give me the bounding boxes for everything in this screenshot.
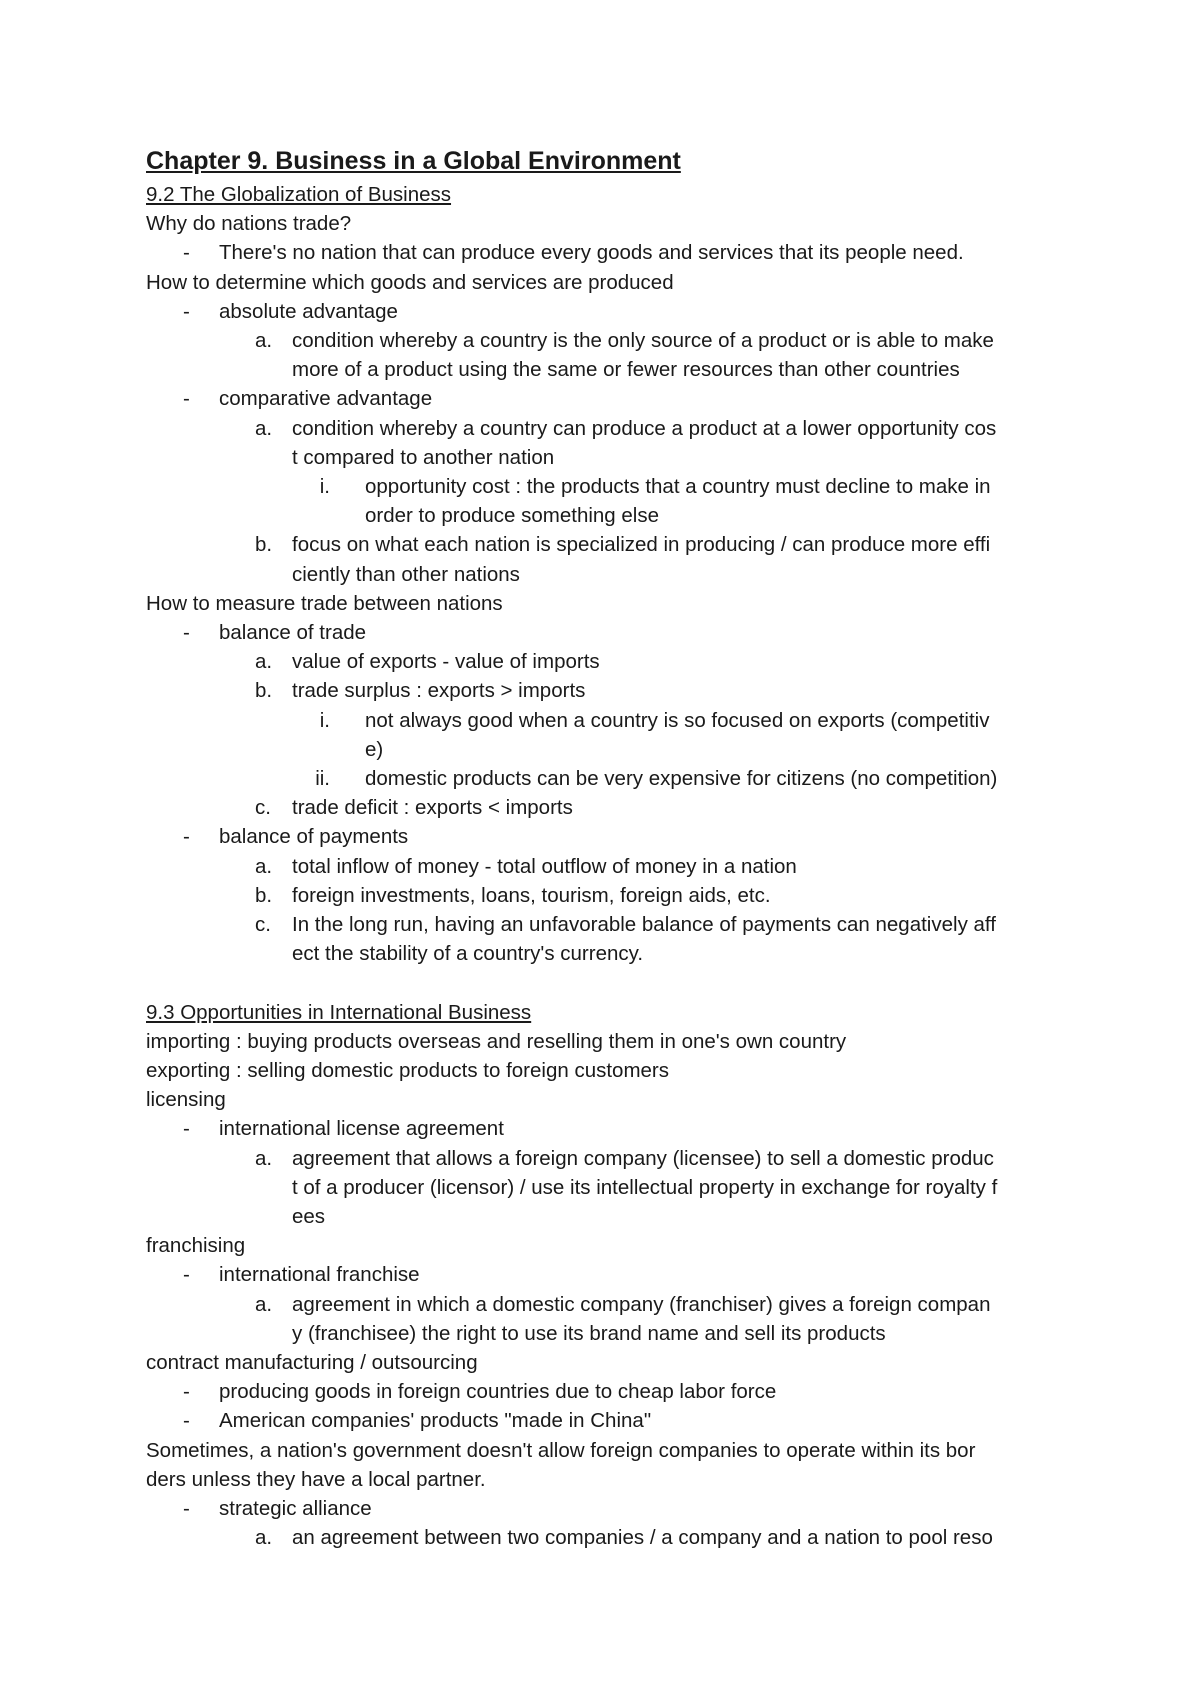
list-marker: b. bbox=[255, 533, 273, 556]
list-marker: a. bbox=[255, 329, 273, 352]
list-marker: i. bbox=[319, 475, 330, 498]
text-line: international license agreement bbox=[219, 1117, 504, 1140]
text-line: balance of trade bbox=[219, 621, 367, 644]
text-line: How to determine which goods and services are produced bbox=[146, 271, 674, 294]
list-marker: i. bbox=[319, 709, 330, 732]
text-line: ees bbox=[292, 1205, 326, 1228]
list-marker: a. bbox=[255, 855, 273, 878]
text-line: focus on what each nation is specialized in producing / can produce more effi bbox=[292, 533, 991, 556]
text-line: producing goods in foreign countries due to cheap labor force bbox=[219, 1380, 777, 1403]
list-marker: a. bbox=[255, 1526, 273, 1549]
text-line: order to produce something else bbox=[365, 504, 660, 527]
text-line: an agreement between two companies / a company and a nation to pool reso bbox=[292, 1526, 993, 1549]
text-line: t compared to another nation bbox=[292, 446, 555, 469]
text-line: In the long run, having an unfavorable balance of payments can negatively aff bbox=[292, 913, 996, 936]
list-marker: a. bbox=[255, 417, 273, 440]
list-marker: - bbox=[183, 1497, 190, 1520]
list-marker: b. bbox=[255, 679, 273, 702]
text-line: trade deficit : exports < imports bbox=[292, 796, 573, 819]
text-line: licensing bbox=[146, 1088, 226, 1111]
section-heading: 9.2 The Globalization of Business bbox=[146, 183, 452, 206]
text-line: Sometimes, a nation's government doesn't allow foreign companies to operate within its bor bbox=[146, 1439, 976, 1462]
text-line: e) bbox=[365, 738, 384, 761]
text-line: exporting : selling domestic products to foreign customers bbox=[146, 1059, 670, 1082]
text-line: more of a product using the same or fewer resources than other countries bbox=[292, 358, 960, 381]
list-marker: ii. bbox=[315, 767, 330, 790]
text-line: y (franchisee) the right to use its brand name and sell its products bbox=[292, 1322, 886, 1345]
list-marker: a. bbox=[255, 650, 273, 673]
list-marker: - bbox=[183, 1380, 190, 1403]
text-line: trade surplus : exports > imports bbox=[292, 679, 586, 702]
text-line: There's no nation that can produce every goods and services that its people need. bbox=[219, 241, 964, 264]
text-line: franchising bbox=[146, 1234, 246, 1257]
text-line: American companies' products "made in China" bbox=[219, 1409, 652, 1432]
list-marker: - bbox=[183, 387, 190, 410]
list-marker: c. bbox=[255, 796, 271, 819]
text-line: ders unless they have a local partner. bbox=[146, 1468, 486, 1491]
text-line: foreign investments, loans, tourism, foreign aids, etc. bbox=[292, 884, 771, 907]
list-marker: c. bbox=[255, 913, 271, 936]
list-marker: - bbox=[183, 825, 190, 848]
list-marker: - bbox=[183, 1409, 190, 1432]
text-line: ect the stability of a country's currency. bbox=[292, 942, 644, 965]
text-line: balance of payments bbox=[219, 825, 409, 848]
text-line: not always good when a country is so focused on exports (competitiv bbox=[365, 709, 990, 732]
list-marker: - bbox=[183, 300, 190, 323]
text-line: absolute advantage bbox=[219, 300, 398, 323]
text-line: t of a producer (licensor) / use its intellectual property in exchange for royalty f bbox=[292, 1176, 998, 1199]
list-marker: - bbox=[183, 1117, 190, 1140]
text-line: condition whereby a country is the only source of a product or is able to make bbox=[292, 329, 994, 352]
list-marker: a. bbox=[255, 1293, 273, 1316]
list-marker: b. bbox=[255, 884, 273, 907]
text-line: international franchise bbox=[219, 1263, 420, 1286]
text-line: How to measure trade between nations bbox=[146, 592, 503, 615]
list-marker: - bbox=[183, 241, 190, 264]
text-line: value of exports - value of imports bbox=[292, 650, 600, 673]
text-line: contract manufacturing / outsourcing bbox=[146, 1351, 478, 1374]
section-heading: 9.3 Opportunities in International Business bbox=[146, 1001, 532, 1024]
text-line: strategic alliance bbox=[219, 1497, 372, 1520]
text-line: comparative advantage bbox=[219, 387, 433, 410]
text-line: domestic products can be very expensive for citizens (no competition) bbox=[365, 767, 998, 790]
text-line: ciently than other nations bbox=[292, 563, 520, 586]
text-line: Why do nations trade? bbox=[146, 212, 352, 235]
page-title: Chapter 9. Business in a Global Environment bbox=[146, 147, 681, 175]
text-line: agreement that allows a foreign company (licensee) to sell a domestic produc bbox=[292, 1147, 994, 1170]
list-marker: - bbox=[183, 621, 190, 644]
list-marker: a. bbox=[255, 1147, 273, 1170]
text-line: total inflow of money - total outflow of money in a nation bbox=[292, 855, 797, 878]
text-line: agreement in which a domestic company (franchiser) gives a foreign compan bbox=[292, 1293, 991, 1316]
text-line: importing : buying products overseas and reselling them in one's own country bbox=[146, 1030, 847, 1053]
list-marker: - bbox=[183, 1263, 190, 1286]
text-line: opportunity cost : the products that a country must decline to make in bbox=[365, 475, 991, 498]
text-line: condition whereby a country can produce a product at a lower opportunity cos bbox=[292, 417, 997, 440]
